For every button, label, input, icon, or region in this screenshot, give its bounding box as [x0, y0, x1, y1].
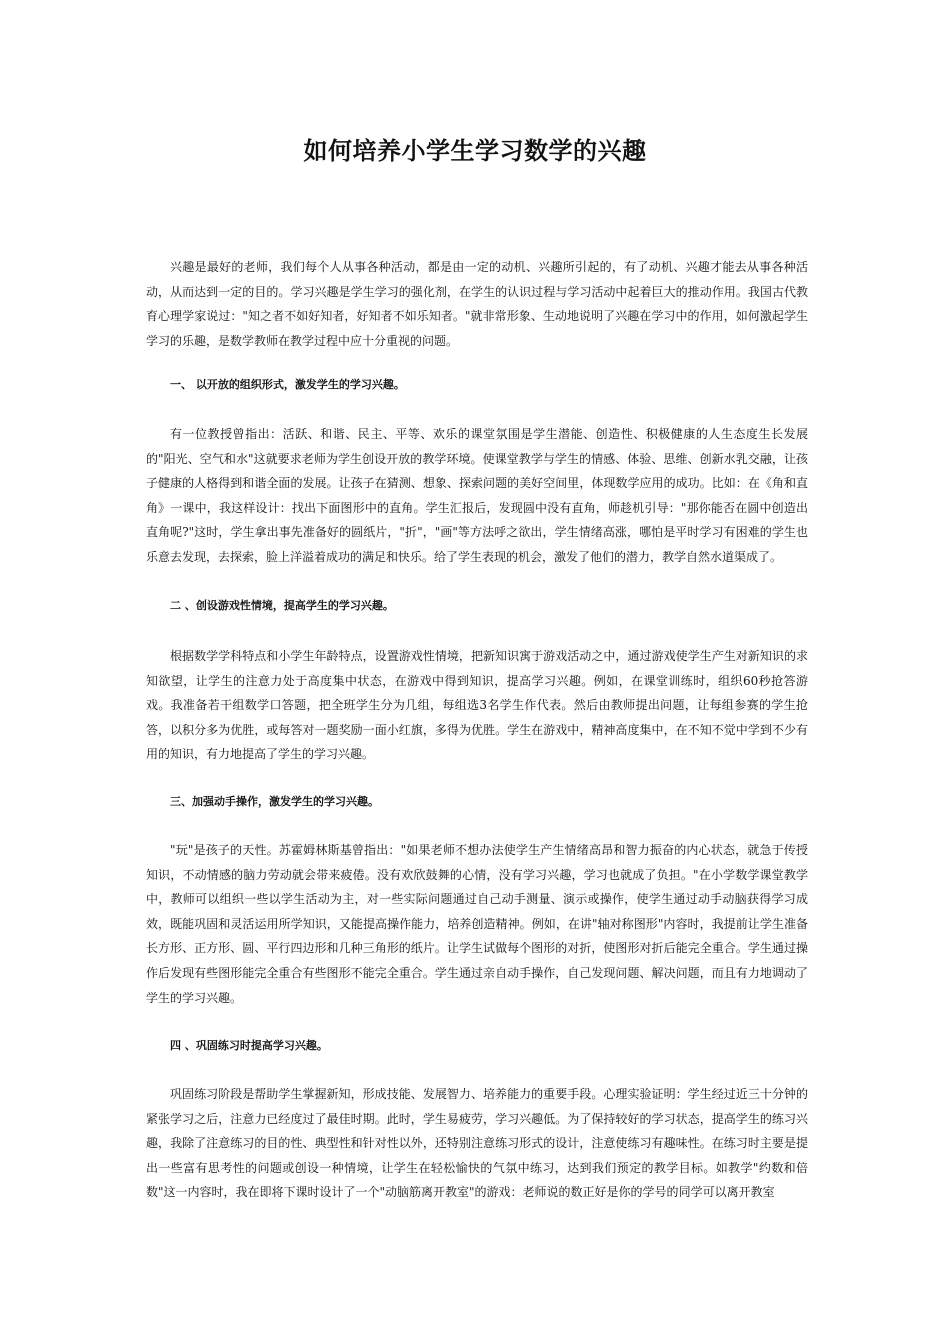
intro-paragraph: 兴趣是最好的老师，我们每个人从事各种活动，都是由一定的动机、兴趣所引起的，有了动机、兴趣才能去从事各种活动，从而达到一定的目的。学习兴趣是学生学习的强化剂，在学生的认识过程与学习活动中起着巨大的推动作用。我国古代教育心理学家说过："知之者不如好知者，好知者不如乐知者。"就非常形象、生动地说明了兴趣在学习中的作用，如何激起学生学习的乐趣，是数学教师在教学过程中应十分重视的问题。 [146, 260, 808, 348]
section-2-body: 根据数学学科特点和小学生年龄特点，设置游戏性情境，把新知识寓于游戏活动之中，通过游戏使学生产生对新知识的求知欲望，让学生的注意力处于高度集中状态，在游戏中得到知识，提高学习兴趣。例如，在课堂训练时，组织60秒抢答游戏。我准备若干组数学口答题，把全班学生分为几组，每组选3名学生作代表。然后由教师提出问题，让每组参赛的学生抢答，以积分多为优胜，或每答对一题奖励一面小红旗，多得为优胜。学生在游戏中，精神高度集中，在不知不觉中学到不少有用的知识，有力地提高了学生的学习兴趣。 [146, 649, 808, 762]
document-title: 如何培养小学生学习数学的兴趣 [303, 137, 647, 165]
section-2-heading: 二 、创设游戏性情境，提高学生的学习兴趣。 [170, 599, 394, 612]
section-4-body: 巩固练习阶段是帮助学生掌握新知，形成技能、发展智力、培养能力的重要手段。心理实验证明：学生经过近三十分钟的紧张学习之后，注意力已经度过了最佳时期。此时，学生易疲劳，学习兴趣低。为了保持较好的学习状态，提高学生的练习兴趣，我除了注意练习的目的性、典型性和针对性以外，还特别注意练习形式的设计，注意使练习有趣味性。在练习时主要是提出一些富有思考性的问题或创设一种情境，让学生在轻松愉快的气氛中练习，达到我们预定的教学目标。如教学"约数和倍数"这一内容时，我在即将下课时设计了一个"动脑筋离开教室"的游戏：老师说的数正好是你的学号的同学可以离开教室 [146, 1087, 808, 1200]
section-3-heading: 三、加强动手操作，激发学生的学习兴趣。 [170, 795, 379, 808]
section-1-body: 有一位教授曾指出：活跃、和谐、民主、平等、欢乐的课堂氛围是学生潜能、创造性、积极健康的人生态度生长发展的"阳光、空气和水"这就要求老师为学生创设开放的教学环境。使课堂教学与学生的情感、体验、思维、创新水乳交融，让孩子健康的人格得到和谐全面的发展。让孩子在猜测、想象、探索问题的美好空间里，体现数学应用的成功。比如：在《角和直角》一课中，我这样设计：找出下面图形中的直角。学生汇报后，发现圆中没有直角，师趁机引导："那你能否在圆中创造出直角呢?"这时，学生拿出事先准备好的圆纸片，"折"，"画"等方法呼之欲出，学生情绪高涨，哪怕是平时学习有困难的学生也乐意去发现，去探索，脸上洋溢着成功的满足和快乐。给了学生表现的机会，激发了他们的潜力，教学自然水道渠成了。 [146, 427, 808, 564]
section-4-heading: 四 、巩固练习时提高学习兴趣。 [170, 1039, 328, 1052]
section-1-heading: 一、 以开放的组织形式，激发学生的学习兴趣。 [170, 378, 405, 391]
section-3-body: "玩"是孩子的天性。苏霍姆林斯基曾指出："如果老师不想办法使学生产生情绪高昂和智力振奋的内心状态，就急于传授知识，不动情感的脑力劳动就会带来疲倦。没有欢欣鼓舞的心情，没有学习兴趣，学习也就成了负担。"在小学数学课堂教学中，教师可以组织一些以学生活动为主，对一些实际问题通过自己动手测量、演示或操作，使学生通过动手动脑获得学习成效，既能巩固和灵活运用所学知识，又能提高操作能力，培养创造精神。例如，在讲"轴对称图形"内容时，我提前让学生准备长方形、正方形、圆、平行四边形和几种三角形的纸片。让学生试做每个图形的对折，使图形对折后能完全重合。学生通过操作后发现有些图形能完全重合有些图形不能完全重合。学生通过亲自动手操作，自己发现问题、解决问题，而且有力地调动了学生的学习兴趣。 [146, 843, 808, 1005]
